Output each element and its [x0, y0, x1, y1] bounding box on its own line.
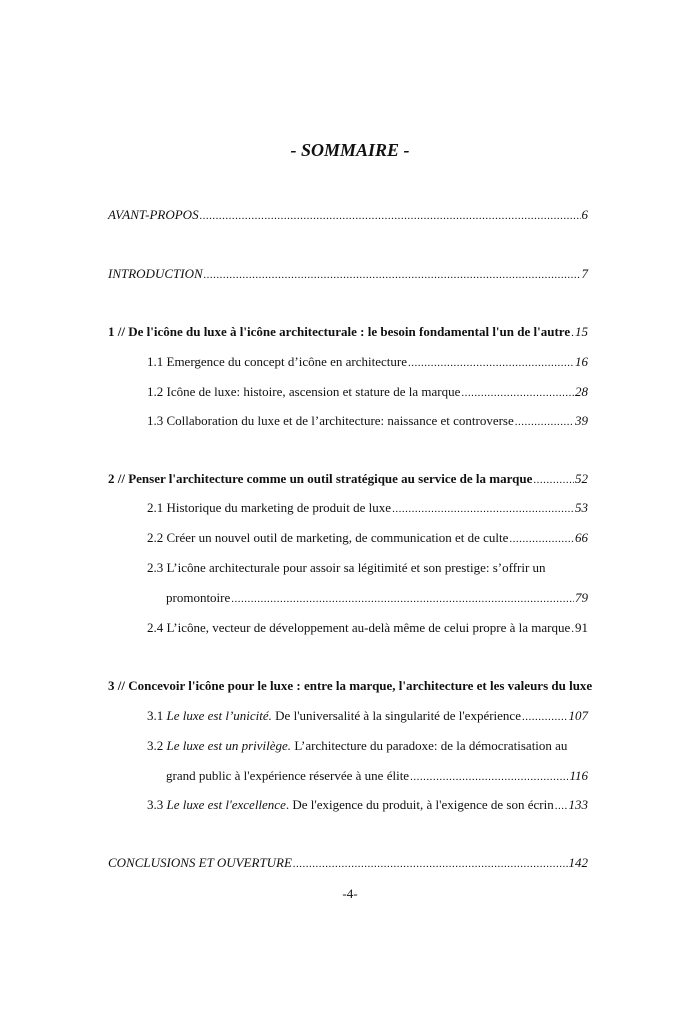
toc-leader — [231, 593, 574, 605]
toc-page: 28 — [575, 384, 588, 399]
toc-part-2[interactable] — [108, 471, 588, 489]
toc-leader — [410, 771, 568, 783]
toc-label: 2.4 L’icône, vecteur de développement au-delà même de celui propre à la marque — [147, 620, 571, 635]
toc-leader — [571, 623, 574, 635]
toc-entry-introduction[interactable] — [108, 266, 588, 284]
toc-label: 2.3 L’icône architecturale pour assoir sa légitimité et son prestige: s’offrir un — [147, 560, 546, 575]
toc-leader — [204, 269, 581, 281]
toc-page: 53 — [575, 500, 588, 515]
toc-part-3[interactable] — [108, 678, 593, 696]
toc-page: 52 — [575, 471, 588, 486]
toc-label: CONCLUSIONS ET OUVERTURE — [108, 855, 292, 870]
toc-page: 91 — [575, 620, 588, 635]
toc-label: 2.2 Créer un nouvel outil de marketing, de communication et de culte — [147, 530, 509, 545]
toc-entry-conclusions[interactable] — [108, 855, 588, 873]
toc-entry-3-2-cont[interactable] — [166, 768, 588, 786]
toc-entry-2-3-cont[interactable] — [166, 590, 588, 608]
toc-page: 7 — [581, 266, 588, 281]
toc-label — [147, 708, 521, 724]
toc-entry-2-1[interactable] — [147, 500, 588, 518]
toc-leader — [533, 474, 574, 486]
toc-label: 1.1 Emergence du concept d’icône en architecture — [147, 354, 407, 369]
toc-label: 1.3 Collaboration du luxe et de l’architecture: naissance et controverse — [147, 413, 514, 428]
toc-number: 3.2 — [147, 738, 164, 753]
toc-leader — [522, 711, 568, 723]
toc-label: AVANT-PROPOS — [108, 207, 199, 222]
toc-page: 116 — [569, 768, 588, 783]
toc-leader — [571, 327, 574, 339]
toc-italic-phrase: Le luxe est un privilège. — [166, 738, 292, 753]
toc-leader — [293, 858, 568, 870]
toc-part-1[interactable] — [108, 324, 588, 342]
toc-entry-3-2[interactable] — [147, 738, 588, 756]
toc-page: 39 — [575, 413, 588, 428]
toc-page: 16 — [575, 354, 588, 369]
toc-entry-3-3[interactable] — [147, 797, 588, 815]
toc-entry-3-1[interactable] — [147, 708, 588, 726]
page-number: -4- — [342, 886, 358, 901]
toc-page: 133 — [568, 797, 588, 812]
toc-entry-1-1[interactable] — [147, 354, 588, 372]
toc-page: 6 — [581, 207, 588, 222]
toc-page: 107 — [568, 708, 588, 723]
toc-text: De l'universalité à la singularité de l'expérience — [275, 708, 521, 723]
toc-label: 1.2 Icône de luxe: histoire, ascension et stature de la marque — [147, 384, 461, 399]
toc-leader — [392, 503, 574, 515]
toc-leader — [200, 210, 581, 222]
toc-text: . De l'exigence du produit, à l'exigence de son écrin — [285, 797, 554, 812]
toc-entry-2-2[interactable] — [147, 530, 588, 548]
page-title: - SOMMAIRE - — [290, 140, 410, 160]
toc-label: 3 // Concevoir l'icône pour le luxe : entre la marque, l'architecture et les valeurs du luxe — [108, 678, 593, 693]
toc-leader — [509, 533, 574, 545]
toc-label: 1 // De l'icône du luxe à l'icône architecturale : le besoin fondamental l'un de l'autre — [108, 324, 571, 339]
toc-page: 15 — [575, 324, 588, 339]
toc-leader — [555, 800, 568, 812]
toc-label — [147, 797, 554, 813]
toc-page: 79 — [575, 590, 588, 605]
toc-leader — [408, 357, 574, 369]
toc-leader — [515, 416, 574, 428]
toc-entry-2-3[interactable] — [147, 560, 588, 578]
toc-italic-phrase: Le luxe est l'excellence — [166, 797, 286, 812]
toc-label-continued: grand public à l'expérience réservée à une élite — [166, 768, 410, 783]
toc-label: 2.1 Historique du marketing de produit de luxe — [147, 500, 392, 515]
toc-label: 2 // Penser l'architecture comme un outil stratégique au service de la marque — [108, 471, 533, 486]
toc-number: 3.1 — [147, 708, 164, 723]
toc-text: L’architecture du paradoxe: de la démocratisation au — [294, 738, 568, 753]
toc-entry-2-4[interactable] — [147, 620, 588, 638]
toc-page: 142 — [568, 855, 588, 870]
toc-page: 66 — [575, 530, 588, 545]
toc-entry-avant-propos[interactable] — [108, 207, 588, 225]
toc-number: 3.3 — [147, 797, 164, 812]
toc-entry-1-2[interactable] — [147, 384, 588, 402]
toc-label: INTRODUCTION — [108, 266, 203, 281]
toc-leader — [461, 387, 574, 399]
toc-label — [147, 738, 567, 754]
toc-entry-1-3[interactable] — [147, 413, 588, 431]
toc-italic-phrase: Le luxe est l’unicité. — [166, 708, 272, 723]
toc-label-continued: promontoire — [166, 590, 231, 605]
